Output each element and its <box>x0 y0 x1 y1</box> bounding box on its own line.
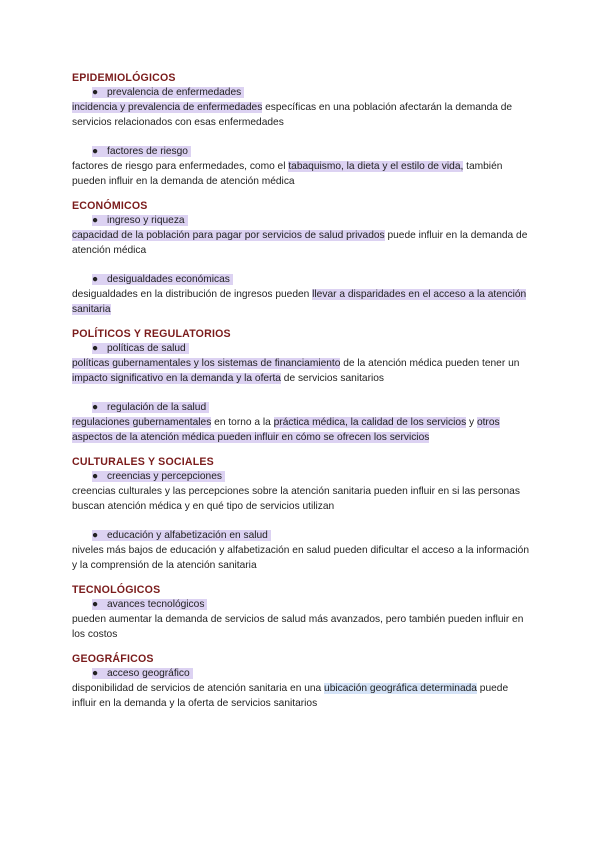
bullet-line <box>72 144 532 159</box>
bullet-highlight <box>92 343 189 354</box>
highlighted-text: políticas gubernamentales y los sistemas de financiamiento <box>72 358 341 369</box>
bullet-highlight <box>92 87 244 98</box>
bullet-item <box>72 666 532 711</box>
bullet-description <box>72 612 532 642</box>
highlighted-text: impacto significativo en la demanda y la oferta <box>72 373 281 384</box>
bullet-label: ingreso y riqueza <box>107 215 185 226</box>
highlighted-text: práctica médica, la calidad de los servicios <box>273 417 467 428</box>
text-segment: puede influir en la demanda de atención médica <box>72 230 528 256</box>
bullet-label: políticas de salud <box>107 343 186 354</box>
bullet-line <box>72 597 532 612</box>
bullet-item <box>72 400 532 445</box>
bullet-highlight <box>92 146 191 157</box>
bullet-label: creencias y percepciones <box>107 471 222 482</box>
bullet-label: desigualdades económicas <box>107 274 230 285</box>
text-segment: de la atención médica pueden tener un <box>340 358 520 369</box>
highlighted-text: otros aspectos de la atención médica pueden influir en cómo se ofrecen los servicios <box>72 417 500 443</box>
bullet-description <box>72 681 532 711</box>
highlighted-text: tabaquismo, la dieta y el estilo de vida, <box>288 161 464 172</box>
bullet-description <box>72 484 532 514</box>
text-segment: también pueden influir en la demanda de atención médica <box>72 161 503 187</box>
section-heading: EPIDEMIOLÓGICOS <box>72 72 176 84</box>
bullet-dot-icon: ● <box>92 87 99 98</box>
bullet-description <box>72 415 532 445</box>
bullet-dot-icon: ● <box>92 274 99 285</box>
bullet-highlight <box>92 471 225 482</box>
bullet-description <box>72 100 532 130</box>
section <box>72 455 532 573</box>
section-heading: POLÍTICOS Y REGULATORIOS <box>72 328 231 340</box>
bullet-dot-icon: ● <box>92 530 99 541</box>
highlighted-text: llevar a disparidades en el acceso a la atención sanitaria <box>72 289 527 315</box>
text-segment: de servicios sanitarios <box>280 373 385 384</box>
bullet-highlight <box>92 402 209 413</box>
section <box>72 583 532 642</box>
bullet-item <box>72 528 532 573</box>
bullet-dot-icon: ● <box>92 471 99 482</box>
section <box>72 652 532 711</box>
text-segment: puede influir en la demanda y la oferta de servicios sanitarios <box>72 683 509 709</box>
bullet-item <box>72 272 532 317</box>
bullet-label: acceso geográfico <box>107 668 190 679</box>
highlighted-text: capacidad de la población para pagar por servicios de salud privados <box>72 230 385 241</box>
bullet-highlight <box>92 668 193 679</box>
text-segment: niveles más bajos de educación y alfabetización en salud pueden dificultar el acceso a la información y la comprensión de la atención sanitaria <box>72 545 530 571</box>
bullet-highlight <box>92 274 233 285</box>
bullet-label: regulación de la salud <box>107 402 207 413</box>
bullet-description <box>72 159 532 189</box>
section-heading: ECONÓMICOS <box>72 200 148 212</box>
text-segment: pueden aumentar la demanda de servicios de salud más avanzados, pero también pueden influir en los costos <box>72 614 524 640</box>
bullet-dot-icon: ● <box>92 146 99 157</box>
bullet-label: avances tecnológicos <box>107 599 205 610</box>
bullet-dot-icon: ● <box>92 343 99 354</box>
bullet-label: prevalencia de enfermedades <box>107 87 242 98</box>
section <box>72 327 532 445</box>
highlighted-text: regulaciones gubernamentales <box>72 417 212 428</box>
bullet-item <box>72 341 532 386</box>
bullet-dot-icon: ● <box>92 668 99 679</box>
bullet-description <box>72 228 532 258</box>
bullet-line <box>72 666 532 681</box>
bullet-label: educación y alfabetización en salud <box>107 530 268 541</box>
document-content <box>72 71 532 721</box>
bullet-item <box>72 144 532 189</box>
section-heading: GEOGRÁFICOS <box>72 653 154 665</box>
bullet-line <box>72 400 532 415</box>
bullet-dot-icon: ● <box>92 402 99 413</box>
text-segment: en torno a la <box>211 417 274 428</box>
text-segment: y <box>466 417 477 428</box>
bullet-line <box>72 213 532 228</box>
bullet-item <box>72 213 532 258</box>
bullet-item <box>72 597 532 642</box>
bullet-label: factores de riesgo <box>107 146 188 157</box>
text-segment: disponibilidad de servicios de atención sanitaria en una <box>72 683 325 694</box>
bullet-description <box>72 287 532 317</box>
text-segment: desigualdades en la distribución de ingresos pueden <box>72 289 313 300</box>
bullet-description <box>72 543 532 573</box>
bullet-line <box>72 341 532 356</box>
section <box>72 71 532 189</box>
bullet-item <box>72 85 532 130</box>
section <box>72 199 532 317</box>
text-segment: específicas en una población afectarán la demanda de servicios relacionados con esas enfermedades <box>72 102 513 128</box>
bullet-line <box>72 469 532 484</box>
text-segment: creencias culturales y las percepciones sobre la atención sanitaria pueden influir en si las personas buscan atención médica y en qué tipo de servicios utilizan <box>72 486 520 512</box>
bullet-line <box>72 85 532 100</box>
bullet-highlight <box>92 215 188 226</box>
text-segment: factores de riesgo para enfermedades, como el <box>72 161 289 172</box>
highlighted-text: incidencia y prevalencia de enfermedades <box>72 102 263 113</box>
section-heading: TECNOLÓGICOS <box>72 584 161 596</box>
highlighted-text: ubicación geográfica determinada <box>324 683 477 694</box>
bullet-dot-icon: ● <box>92 599 99 610</box>
bullet-highlight <box>92 530 271 541</box>
bullet-item <box>72 469 532 514</box>
bullet-highlight <box>92 599 207 610</box>
section-heading: CULTURALES Y SOCIALES <box>72 456 214 468</box>
bullet-dot-icon: ● <box>92 215 99 226</box>
bullet-description <box>72 356 532 386</box>
bullet-line <box>72 528 532 543</box>
bullet-line <box>72 272 532 287</box>
